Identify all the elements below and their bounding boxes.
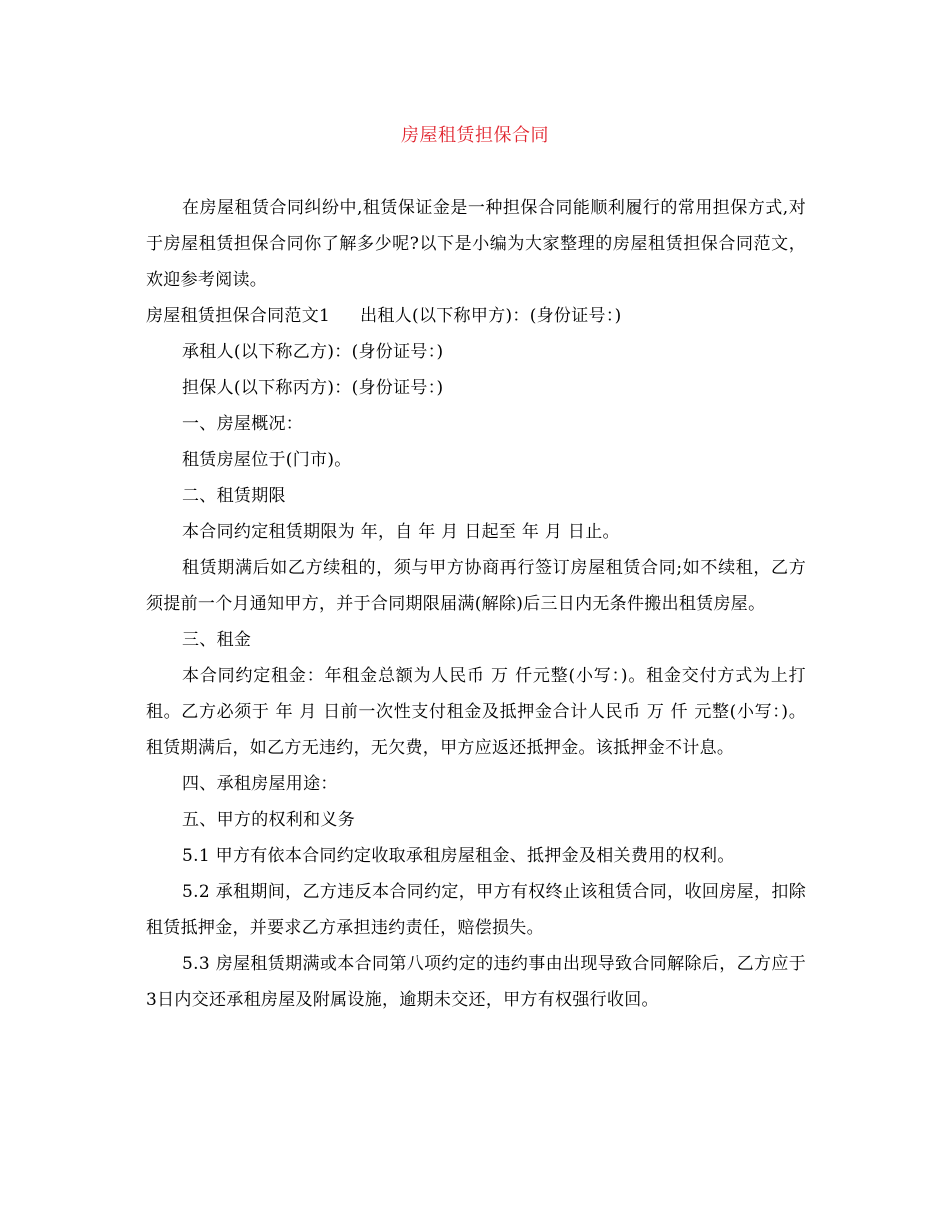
section-2-text-2: 租赁期满后如乙方续租的，须与甲方协商再行签订房屋租赁合同;如不续租，乙方须提前一个月通知甲方，并于合同期限届满(解除)后三日内无条件搬出租赁房屋。	[146, 558, 806, 614]
section-4-title: 四、承租房屋用途：	[182, 774, 338, 794]
sample-heading: 房屋租赁担保合同范文1	[146, 306, 331, 326]
section-1-text: 租赁房屋位于(门市)。	[182, 450, 352, 470]
section-1-title: 一、房屋概况：	[182, 414, 304, 434]
document-title: 房屋租赁担保合同	[401, 125, 549, 146]
party-a-line: 出租人(以下称甲方)：(身份证号：)	[360, 306, 622, 326]
section-5-title: 五、甲方的权利和义务	[182, 810, 355, 830]
item-5-2: 5.2 承租期间，乙方违反本合同约定，甲方有权终止该租赁合同，收回房屋，扣除租赁抵押金，并要求乙方承担违约责任，赔偿损失。	[146, 882, 806, 938]
party-b-line: 承租人(以下称乙方)：(身份证号：)	[182, 342, 444, 362]
section-2-title: 二、租赁期限	[182, 486, 286, 506]
sample-heading-line	[146, 298, 806, 334]
section-2-text-1: 本合同约定租赁期限为 年，自 年 月 日起至 年 月 日止。	[182, 522, 620, 542]
section-3-text: 本合同约定租金：年租金总额为人民币 万 仟元整(小写：)。租金交付方式为上打租。乙方必须于 年 月 日前一次性支付租金及抵押金合计人民币 万 仟 元整(小写：)。租赁期满后，如乙方无违约，无欠费，甲方应返还抵押金。该抵押金不计息。	[146, 666, 806, 758]
item-5-3: 5.3 房屋租赁期满或本合同第八项约定的违约事由出现导致合同解除后，乙方应于3日内交还承租房屋及附属设施，逾期未交还，甲方有权强行收回。	[146, 954, 806, 1010]
party-c-line: 担保人(以下称丙方)：(身份证号：)	[182, 378, 444, 398]
document-body	[146, 190, 806, 1018]
intro-paragraph: 在房屋租赁合同纠纷中,租赁保证金是一种担保合同能顺利履行的常用担保方式,对于房屋租赁担保合同你了解多少呢?以下是小编为大家整理的房屋租赁担保合同范文，欢迎参考阅读。	[146, 198, 806, 290]
section-3-title: 三、租金	[182, 630, 252, 650]
item-5-1: 5.1 甲方有依本合同约定收取承租房屋租金、抵押金及相关费用的权利。	[182, 846, 735, 866]
